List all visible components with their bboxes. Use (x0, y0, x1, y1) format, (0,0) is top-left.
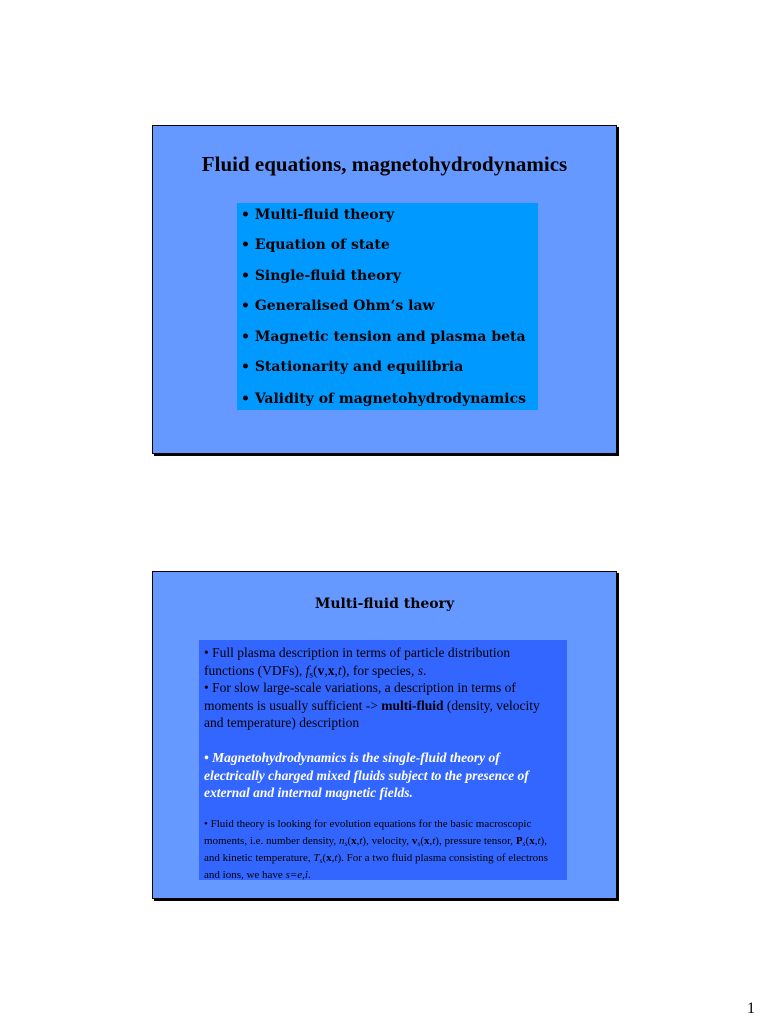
outline-box (237, 203, 538, 410)
outline-item: • Equation of state (241, 237, 390, 253)
slide-1-title: Fluid equations, magnetohydrodynamics (201, 152, 568, 176)
slide-1 (152, 125, 617, 454)
outline-item: • Single-fluid theory (241, 268, 401, 284)
paragraph-vdf: • Full plasma description in terms of particle distribution functions (VDFs), $f_s(v,x,t)$, for species, s. (204, 645, 511, 680)
page-number: 1 (747, 1000, 755, 1017)
outline-item: • Validity of magnetohydrodynamics (241, 391, 527, 407)
outline-item: • Magnetic tension and plasma beta (241, 329, 526, 345)
paragraph-fluid-moments: • Fluid theory is looking for evolution equations for the basic macroscopic moments, i.e. number density, $n_s(x,t)$, velocity, $v_s(x,t)$, pressure tensor, $P_s(x,t)$, and kinetic temperature, $T_s(x,t)$. For a two fluid plasma consisting of electrons and ions, we have s=e,i. (204, 818, 548, 881)
content-box (199, 640, 567, 880)
paragraph-moments: • For slow large-scale variations, a description in terms of moments is usually sufficient -> multi-fluid (density, velocity and temperature) description (204, 680, 540, 730)
slide-2 (152, 571, 617, 899)
paragraph-mhd-definition: • Magnetohydrodynamics is the single-fluid theory of electrically charged mixed fluids subject to the presence of external and internal magnetic fields. (204, 750, 529, 800)
outline-item: • Multi-fluid theory (241, 207, 395, 223)
outline-item: • Stationarity and equilibria (241, 359, 464, 375)
outline-item: • Generalised Ohm‘s law (241, 298, 435, 314)
slide-2-title: Multi-fluid theory (314, 596, 455, 612)
